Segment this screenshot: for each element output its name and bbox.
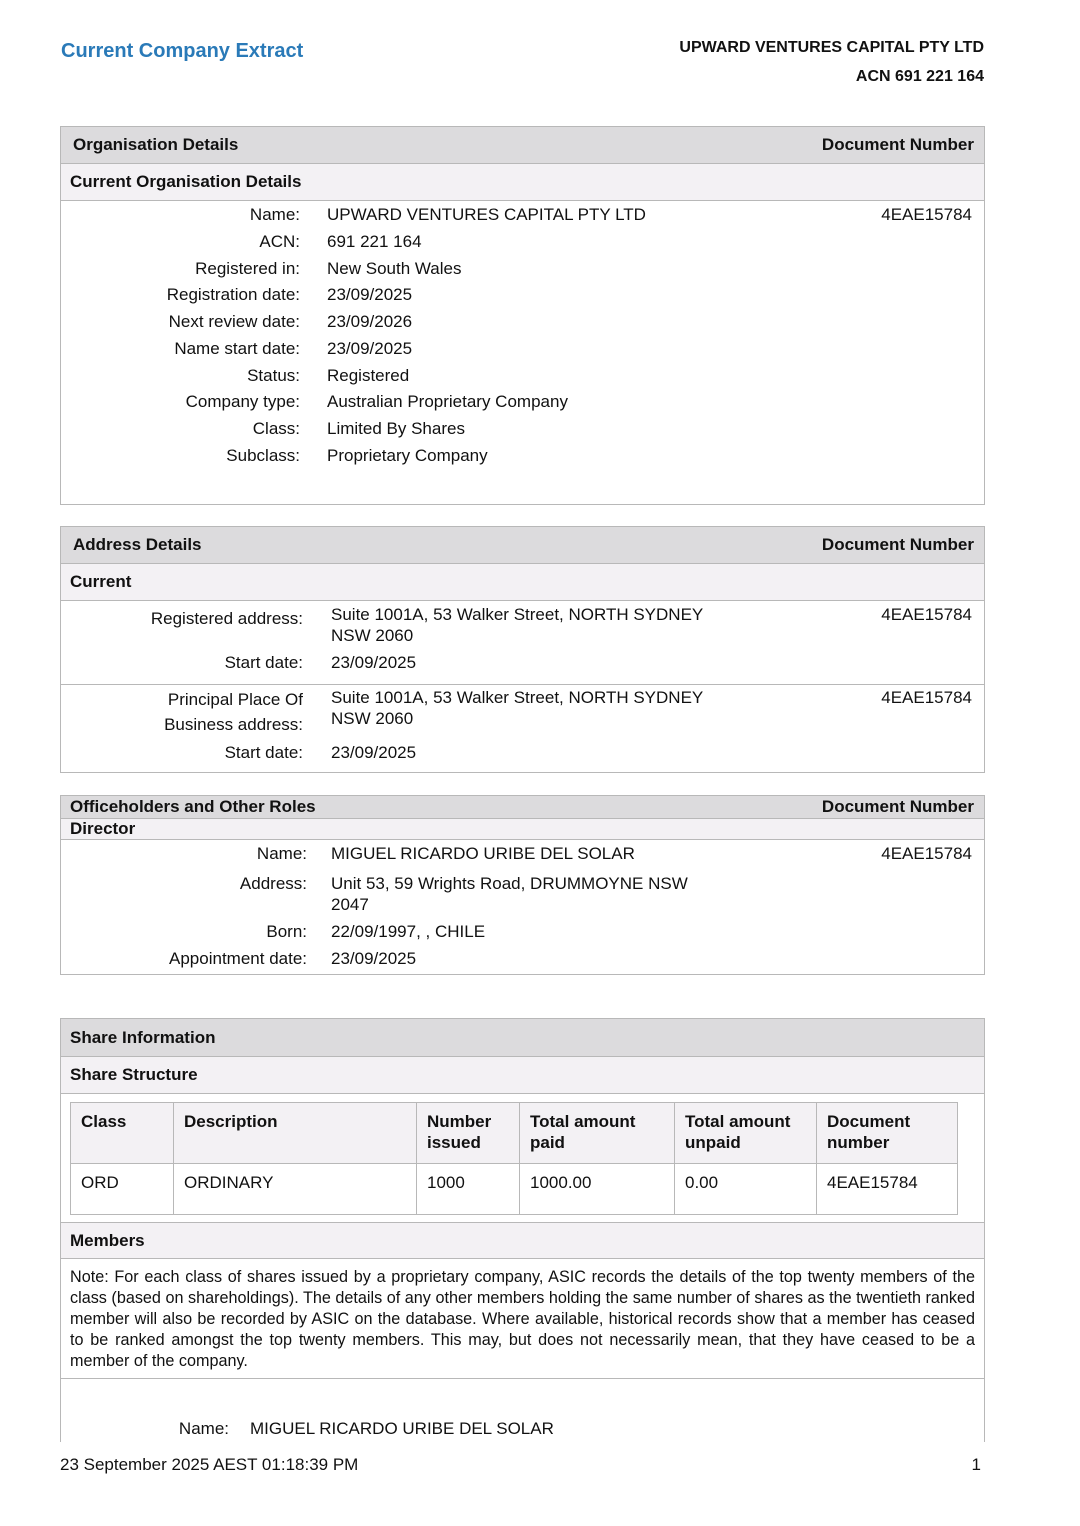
field-value: Suite 1001A, 53 Walker Street, NORTH SYDNEY [331,688,704,707]
cell-class: ORD [71,1164,174,1215]
field-value: 22/09/1997, , CHILE [331,922,486,941]
footer-timestamp: 23 September 2025 AEST 01:18:39 PM [60,1455,359,1474]
field-value: 23/09/2025 [327,285,413,304]
divider [61,1378,984,1379]
document-number-heading: Document Number [821,535,974,554]
role-subheader: Director [61,819,984,840]
director-fields [61,840,984,974]
field-label: Business address: [164,715,303,734]
section-header [61,796,984,819]
section-header [61,1019,984,1057]
organisation-fields [61,201,984,501]
column-header: Total amount paid [520,1103,675,1164]
field-value: UPWARD VENTURES CAPITAL PTY LTD [327,205,646,224]
section-header [61,527,984,564]
section-subheader: Current Organisation Details [61,164,984,201]
field-label: Name: [178,1419,229,1438]
field-value: Limited By Shares [327,419,465,438]
table-header-row [71,1103,958,1164]
field-label: Class: [252,419,300,438]
members-note: Note: For each class of shares issued by a proprietary company, ASIC records the details of the top twenty members of the class (based on shareholdings). The details of any other members holding the same number of shares as the twentieth ranked member will also be recorded by ASIC on the database. Where available, historical records show that a member has ceased to be ranked amongst the top twenty members. This may, but does not necessarily mean, that they have ceased to be a member of the company. [70,1268,975,1370]
field-value: Proprietary Company [327,446,488,465]
field-label: Name: [256,844,307,863]
registered-address-row [61,601,984,685]
cell-number-issued: 1000 [417,1164,520,1215]
document-number: 4EAE15784 [881,605,972,624]
share-structure-table [70,1102,958,1215]
company-acn-heading: ACN 691 221 164 [855,68,984,85]
field-label: Status: [247,366,300,385]
field-value: Registered [327,366,410,385]
section-subheader: Share Structure [61,1057,984,1094]
field-label: ACN: [259,232,300,251]
field-value: 23/09/2026 [327,312,413,331]
table-row [71,1164,958,1215]
share-information-section [60,1018,985,1442]
column-header: Total amount unpaid [675,1103,817,1164]
field-value: 23/09/2025 [331,743,417,762]
section-title: Organisation Details [73,135,239,154]
officeholders-section [60,795,985,975]
field-label: Start date: [224,653,303,672]
field-label: Name: [249,205,300,224]
document-number-heading: Document Number [821,797,974,816]
column-header: Class [71,1103,174,1164]
address-details-section [60,526,985,773]
field-value: Australian Proprietary Company [327,392,568,411]
organisation-details-section [60,126,985,505]
document-number: 4EAE15784 [881,688,972,707]
field-label: Appointment date: [169,949,307,968]
field-value: New South Wales [327,259,462,278]
field-value: NSW 2060 [331,626,414,645]
page-number: 1 [971,1455,981,1474]
cell-document-number: 4EAE15784 [817,1164,958,1215]
field-value: 23/09/2025 [327,339,413,358]
field-value: NSW 2060 [331,709,414,728]
section-header [61,127,984,164]
principal-address-row [61,685,984,773]
field-value: MIGUEL RICARDO URIBE DEL SOLAR [331,844,635,863]
section-subheader: Current [61,564,984,601]
column-header: Number issued [417,1103,520,1164]
field-value: 691 221 164 [327,232,422,251]
field-label: Subclass: [226,446,300,465]
field-label: Registered in: [195,259,300,278]
members-subheader: Members [61,1222,984,1259]
company-name-heading: UPWARD VENTURES CAPITAL PTY LTD [679,39,984,56]
column-header: Description [174,1103,417,1164]
field-label: Start date: [224,743,303,762]
field-value: 23/09/2025 [331,653,417,672]
cell-description: ORDINARY [174,1164,417,1215]
field-value: 23/09/2025 [331,949,417,968]
document-number-heading: Document Number [821,135,974,154]
field-value: Suite 1001A, 53 Walker Street, NORTH SYDNEY [331,605,704,624]
section-title: Address Details [73,535,202,554]
field-label: Registration date: [166,285,300,304]
page-title: Current Company Extract [61,40,304,62]
document-number: 4EAE15784 [881,844,972,863]
field-value: MIGUEL RICARDO URIBE DEL SOLAR [250,1419,554,1438]
field-value: Unit 53, 59 Wrights Road, DRUMMOYNE NSW [331,874,688,893]
cell-total-paid: 1000.00 [520,1164,675,1215]
field-label: Principal Place Of [167,690,303,709]
field-label: Born: [266,922,307,941]
field-label: Name start date: [174,339,300,358]
section-title: Officeholders and Other Roles [70,797,316,816]
field-label: Company type: [185,392,300,411]
field-label: Address: [239,874,307,893]
column-header: Document number [817,1103,958,1164]
field-label: Next review date: [168,312,300,331]
field-value: 2047 [331,895,369,914]
cell-total-unpaid: 0.00 [675,1164,817,1215]
field-label: Registered address: [150,609,303,628]
document-number: 4EAE15784 [881,205,972,224]
section-title: Share Information [70,1027,216,1047]
